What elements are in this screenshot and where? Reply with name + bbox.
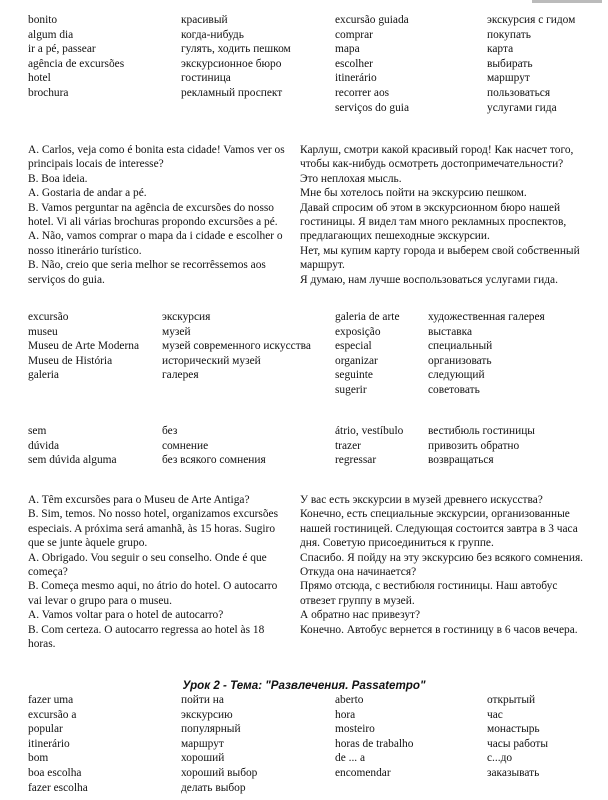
vocab-pt-column (335, 693, 413, 781)
vocab-entry: hora (335, 708, 356, 721)
vocab-ru-column (181, 13, 291, 101)
vocab-entry: hotel (28, 72, 51, 85)
vocab-pt-column (335, 310, 400, 398)
vocab-entry: Museu de Arte Moderna (28, 340, 140, 353)
vocab-entry: популярный (181, 723, 241, 736)
vocab-entry: выставка (428, 325, 473, 338)
dialogue-line: A. Gostaria de andar a pé. (28, 187, 147, 200)
vocab-pt-column (335, 13, 409, 115)
vocab-entry: экскурсия (162, 311, 211, 323)
vocab-entry: exposição (335, 325, 381, 338)
vocab-entry: экскурсионное бюро (181, 57, 282, 70)
vocab-entry: пользоваться (487, 86, 551, 99)
vocab-entry: brochura (28, 86, 69, 99)
vocab-entry: советовать (428, 383, 480, 396)
vocab-entry: час (487, 708, 503, 721)
vocab-entry: excursão guiada (335, 14, 409, 26)
vocab-entry: маршрут (181, 737, 224, 750)
vocab-entry: привозить обратно (428, 439, 520, 452)
vocab-entry: маршрут (487, 72, 530, 85)
vocab-pt-column (28, 13, 124, 101)
dialogue-line: A. Carlos, veja como é bonita esta cidade! Vamos ver os principais locais de interesse? (28, 144, 285, 171)
dialogue-line: A. Obrigado. Vou seguir o seu conselho. Onde é que começa? (28, 551, 267, 579)
vocab-ru-column (487, 693, 548, 781)
vocab-entry: regressar (335, 454, 377, 467)
dialogue-line: Я думаю, нам лучше воспользоваться услугами гида. (300, 273, 558, 286)
dialogue-line: A. Não, vamos comprar o mapa da i cidade e escolher o nosso itinerário turístico. (28, 230, 283, 257)
vocab-entry: хороший выбор (181, 766, 258, 779)
vocab-ru-column (162, 424, 266, 468)
vocab-entry: sugerir (335, 383, 367, 396)
vocab-entry: исторический музей (162, 354, 261, 367)
vocab-entry: trazer (335, 439, 361, 452)
vocab-pt-column (28, 310, 139, 383)
vocab-entry: заказывать (487, 766, 540, 779)
vocab-entry: делать выбор (181, 781, 246, 794)
vocab-entry: dúvida (28, 439, 60, 452)
vocab-entry: часы работы (487, 737, 549, 750)
vocab-ru-column (487, 13, 575, 115)
vocab-entry: itinerário (335, 72, 377, 85)
vocab-entry: художественная галерея (428, 311, 545, 323)
vocab-entry: sem dúvida alguma (28, 454, 117, 467)
vocab-entry: ir a pé, passear (28, 43, 96, 56)
vocab-entry: serviços do guia (335, 101, 410, 114)
dialogue-line: Спасибо. Я пойду на эту экскурсию без всякого сомнения. Откуда она начинается? (300, 551, 584, 579)
dialogue-line: B. Sim, temos. No nosso hotel, organizamos excursões especiais. A próxima será amanhã, às 15 horas. Sugiro que se junte àquele grupo. (28, 508, 279, 550)
vocab-entry: хороший (181, 752, 225, 765)
vocab-entry: карта (487, 43, 514, 56)
vocab-ru-column (428, 310, 545, 398)
dialogue-line: B. Começa mesmo aqui, no átrio do hotel. O autocarro vai levar o grupo para o museu. (28, 580, 278, 607)
vocab-entry: Museu de História (28, 354, 113, 367)
vocab-pt-column (28, 424, 117, 468)
vocab-entry: гулять, ходить пешком (181, 43, 291, 56)
vocab-entry: услугами гида (487, 101, 557, 114)
dialogue-1-russian (300, 143, 590, 287)
top-edge-mark (532, 0, 602, 3)
vocab-entry: boa escolha (28, 766, 82, 779)
vocab-entry: excursão a (28, 708, 77, 721)
vocab-entry: mapa (335, 43, 360, 56)
vocab-entry: монастырь (487, 723, 540, 736)
vocab-entry: организовать (428, 354, 492, 367)
vocab-entry: bonito (28, 14, 58, 26)
vocab-ru-column (428, 424, 535, 468)
vocab-entry: без всякого сомнения (162, 454, 266, 467)
vocab-entry: экскурсию (181, 708, 233, 721)
dialogue-line: B. Com certeza. O autocarro regressa ao hotel às 18 horas. (28, 623, 265, 651)
dialogue-line: B. Boa ideia. (28, 172, 88, 185)
vocab-entry: пойти на (181, 694, 224, 706)
vocab-pt-column (28, 693, 88, 795)
vocab-entry: especial (335, 340, 372, 353)
dialogue-line: У вас есть экскурсии в музей древнего искусства? (300, 494, 543, 506)
vocab-entry: гостиница (181, 72, 231, 85)
vocab-entry: seguinte (335, 369, 373, 382)
vocab-entry: horas de trabalho (335, 737, 414, 750)
dialogue-line: Мне бы хотелось пойти на экскурсию пешком. (300, 187, 527, 200)
dialogue-line: B. Vamos perguntar na agência de excursões do nosso hotel. Vi ali várias brochuras propondo excursões a pé. (28, 201, 278, 229)
dialogue-1-portuguese (28, 143, 286, 287)
vocab-entry: agência de excursões (28, 57, 125, 70)
vocab-entry: покупать (487, 28, 531, 41)
vocab-entry: рекламный проспект (181, 86, 283, 99)
dialogue-line: Нет, мы купим карту города и выберем свой собственный маршрут. (300, 244, 580, 272)
dialogue-line: Конечно, есть специальные экскурсии, организованные нашей гостиницей. Следующая состоится завтра в 3 часа дня. Советую присоединиться к группе. (300, 508, 578, 550)
vocab-entry: átrio, vestíbulo (335, 425, 404, 437)
vocab-entry: специальный (428, 340, 493, 353)
vocab-entry: sem (28, 425, 47, 437)
dialogue-line: A. Vamos voltar para o hotel de autocarro? (28, 609, 224, 622)
vocab-entry: encomendar (335, 766, 391, 779)
vocab-ru-column (162, 310, 311, 383)
vocab-entry: escolher (335, 57, 373, 70)
vocab-ru-column (181, 693, 257, 795)
lesson-heading: Урок 2 - Тема: "Развлечения. Passatempo" (182, 679, 426, 692)
vocab-entry: comprar (335, 28, 373, 41)
vocab-entry: galeria (28, 369, 59, 382)
dialogue-line: Это неплохая мысль. (300, 172, 402, 185)
vocab-pt-column (335, 424, 403, 468)
vocab-entry: bom (28, 752, 49, 765)
vocab-entry: сомнение (162, 439, 209, 452)
vocab-entry: выбирать (487, 57, 533, 70)
vocab-entry: музей (162, 325, 191, 338)
vocab-entry: recorrer aos (335, 86, 390, 99)
dialogue-line: A. Têm excursões para o Museu de Arte Antiga? (28, 494, 250, 506)
vocab-entry: de ... a (335, 752, 366, 765)
dialogue-line: Карлуш, смотри какой красивый город! Как насчет того, чтобы как-нибудь осмотреть достопримечательности? (300, 144, 574, 171)
dialogue-2-portuguese (28, 493, 286, 651)
vocab-entry: открытый (487, 694, 536, 706)
vocab-entry: следующий (428, 369, 485, 382)
vocab-entry: popular (28, 723, 63, 736)
vocab-entry: музей современного искусства (162, 340, 311, 353)
dialogue-line: А обратно нас привезут? (300, 609, 421, 622)
vocab-entry: галерея (162, 369, 199, 382)
vocab-entry: fazer escolha (28, 781, 88, 794)
vocab-entry: без (162, 425, 178, 437)
dialogue-line: B. Não, creio que seria melhor se recorrêssemos aos serviços do guia. (28, 259, 266, 286)
dialogue-line: Давай спросим об этом в экскурсионном бюро нашей гостиницы. Я видел там много рекламных проспектов, предлагающих пешеходные экскурсии. (300, 201, 567, 243)
vocab-entry: galeria de arte (335, 311, 400, 323)
vocab-entry: fazer uma (28, 694, 74, 706)
vocab-entry: excursão (28, 311, 69, 323)
vocab-entry: красивый (181, 14, 228, 26)
vocab-entry: возвращаться (428, 454, 494, 467)
dialogue-2-russian (300, 493, 590, 637)
vocab-entry: itinerário (28, 737, 70, 750)
vocab-entry: когда-нибудь (181, 28, 244, 41)
dialogue-line: Конечно. Автобус вернется в гостиницу в 6 часов вечера. (300, 623, 578, 636)
vocab-entry: с...до (487, 752, 513, 765)
vocab-entry: algum dia (28, 28, 74, 41)
dialogue-line: Прямо отсюда, с вестибюля гостиницы. Наш автобус отвезет группу в музей. (300, 580, 558, 607)
vocab-entry: organizar (335, 354, 378, 367)
vocab-entry: mosteiro (335, 723, 375, 736)
vocab-entry: museu (28, 325, 58, 338)
vocab-entry: экскурсия с гидом (487, 14, 576, 26)
vocab-entry: aberto (335, 694, 364, 706)
vocab-entry: вестибюль гостиницы (428, 425, 535, 437)
